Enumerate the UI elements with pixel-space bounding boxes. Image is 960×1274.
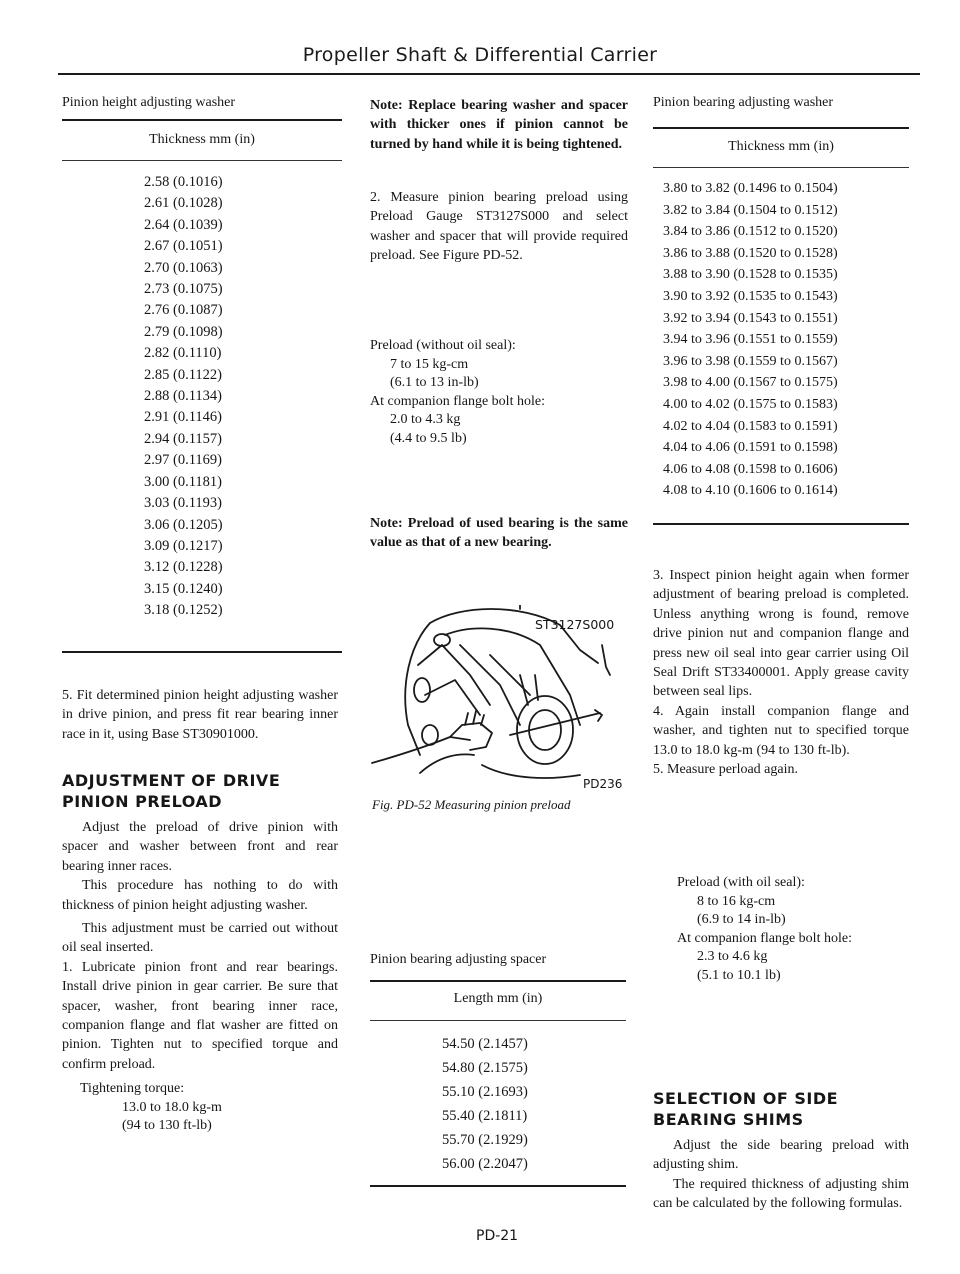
- table-rule: [370, 980, 626, 982]
- table-cell: 3.90 to 3.92 (0.1535 to 0.1543): [663, 288, 838, 304]
- spec-label: Preload (with oil seal):: [677, 875, 805, 890]
- table-cell: 3.06 (0.1205): [144, 516, 223, 533]
- step-5-measure-again: 5. Measure perload again.: [653, 762, 798, 778]
- table-cell: 2.64 (0.1039): [144, 216, 223, 233]
- step-4-install-flange: 4. Again install companion flange and washer, and tighten nut to specified torque 13.0 to 18.0 kg-m (94 to 130 ft-lb).: [653, 703, 909, 758]
- step-2-measure-preload: 2. Measure pinion bearing preload using Preload Gauge ST3127S000 and select washer and spacer that will provide required preload. See Figure PD-52.: [370, 190, 628, 264]
- spec-value: 2.0 to 4.3 kg: [390, 412, 461, 427]
- section-heading-adjustment: [62, 770, 280, 812]
- pinion-bearing-table-title: Pinion bearing adjusting washer: [653, 95, 834, 110]
- table-cell: 54.80 (2.1575): [442, 1060, 528, 1076]
- heading-line: PINION PRELOAD: [62, 792, 223, 811]
- pinion-bearing-values: [663, 178, 838, 502]
- pinion-height-column-header: Thickness mm (in): [149, 132, 255, 147]
- note-replace-washer: Note: Replace bearing washer and spacer with thicker ones if pinion cannot be turned by hand while it is being tightened.: [370, 98, 628, 152]
- table-cell: 3.86 to 3.88 (0.1520 to 0.1528): [663, 245, 838, 261]
- paragraph: This adjustment must be carried out without oil seal inserted.: [62, 921, 338, 956]
- table-cell: 3.18 (0.1252): [144, 602, 223, 619]
- table-cell: 4.04 to 4.06 (0.1591 to 0.1598): [663, 440, 838, 456]
- spec-value: 8 to 16 kg-cm: [697, 893, 776, 909]
- table-cell: 2.91 (0.1146): [144, 409, 222, 426]
- spec-value: (6.9 to 14 in-lb): [697, 912, 786, 927]
- table-rule: [653, 167, 909, 168]
- table-cell: 2.73 (0.1075): [144, 281, 223, 298]
- table-cell: 2.82 (0.1110): [144, 345, 222, 362]
- table-cell: 3.92 to 3.94 (0.1543 to 0.1551): [663, 310, 838, 326]
- spacer-table-title: Pinion bearing adjusting spacer: [370, 952, 547, 967]
- operator-arm: [420, 754, 474, 773]
- paragraph: This procedure has nothing to do with thickness of pinion height adjusting washer.: [62, 878, 338, 913]
- table-cell: 2.76 (0.1087): [144, 302, 223, 319]
- table-cell: 55.10 (2.1693): [442, 1084, 528, 1100]
- callout-line: [602, 645, 610, 675]
- figure-code: PD236: [583, 777, 623, 791]
- table-cell: 4.06 to 4.08 (0.1598 to 0.1606): [663, 461, 838, 477]
- heading-line: ADJUSTMENT OF DRIVE: [62, 771, 281, 790]
- spec-label: Tightening torque:: [80, 1081, 185, 1097]
- table-rule: [370, 1185, 626, 1187]
- adjustment-body: [62, 818, 338, 1136]
- figure-tool-label: ST3127S000: [535, 617, 615, 632]
- table-cell: 2.67 (0.1051): [144, 238, 223, 255]
- table-rule: [62, 160, 342, 161]
- spec-value: (6.1 to 13 in-lb): [390, 375, 479, 390]
- step-1-lubricate: 1. Lubricate pinion front and rear bearings. Install drive pinion in gear carrier. Be sure that spacer, washer, front bearing inner race, companion flange and flat washer are fitted on pinion. Tighten nut to specified torque and confirm preload.: [62, 959, 338, 1072]
- spec-value: (5.1 to 10.1 lb): [697, 967, 781, 983]
- table-cell: 4.08 to 4.10 (0.1606 to 0.1614): [663, 483, 838, 499]
- table-rule: [62, 651, 342, 653]
- header-rule: [58, 73, 920, 75]
- table-cell: 3.82 to 3.84 (0.1504 to 0.1512): [663, 202, 838, 218]
- bolt-hole: [414, 678, 430, 702]
- table-cell: 2.85 (0.1122): [144, 366, 222, 383]
- preload-spec-with-seal: [677, 874, 907, 985]
- spec-value: 2.3 to 4.6 kg: [697, 949, 768, 964]
- heading-line: SELECTION OF SIDE: [653, 1089, 839, 1108]
- table-cell: 3.88 to 3.90 (0.1528 to 0.1535): [663, 267, 838, 283]
- gauge-arm: [510, 713, 600, 735]
- table-rule: [653, 127, 909, 129]
- table-cell: 2.58 (0.1016): [144, 174, 223, 190]
- figure-measuring-preload: [370, 605, 630, 785]
- table-cell: 55.40 (2.1811): [442, 1108, 528, 1124]
- table-cell: 3.80 to 3.82 (0.1496 to 0.1504): [663, 181, 838, 196]
- table-cell: 2.79 (0.1098): [144, 323, 223, 340]
- gauge-tip: [595, 710, 602, 721]
- preload-spec-without-seal: [370, 337, 628, 448]
- table-cell: 2.88 (0.1134): [144, 388, 222, 405]
- paragraph: Adjust the preload of drive pinion with spacer and washer between front and rear bearing inner races.: [62, 820, 338, 874]
- pinion-height-values: [144, 172, 223, 622]
- page-header: Propeller Shaft & Differential Carrier: [302, 44, 658, 66]
- table-cell: 3.12 (0.1228): [144, 559, 223, 576]
- carrier-rib: [460, 645, 520, 725]
- table-cell: 3.00 (0.1181): [144, 473, 222, 490]
- table-cell: 56.00 (2.2047): [442, 1156, 528, 1172]
- spacer-column-header: Length mm (in): [453, 991, 543, 1006]
- operator-arm: [372, 737, 470, 763]
- spec-label: At companion flange bolt hole:: [370, 393, 545, 409]
- carrier-rib: [425, 680, 480, 715]
- table-cell: 55.70 (2.1929): [442, 1132, 528, 1148]
- carrier-outline: [405, 623, 430, 755]
- heading-line: BEARING SHIMS: [653, 1110, 804, 1129]
- spec-label: At companion flange bolt hole:: [677, 930, 852, 946]
- table-cell: 3.84 to 3.86 (0.1512 to 0.1520): [663, 224, 838, 240]
- table-cell: 4.00 to 4.02 (0.1575 to 0.1583): [663, 396, 838, 412]
- page-number: PD-21: [476, 1228, 519, 1244]
- spec-value: (4.4 to 9.5 lb): [390, 430, 467, 446]
- table-cell: 3.98 to 4.00 (0.1567 to 0.1575): [663, 375, 838, 391]
- spec-value: 7 to 15 kg-cm: [390, 356, 469, 372]
- carrier-base: [482, 765, 580, 778]
- table-cell: 3.94 to 3.96 (0.1551 to 0.1559): [663, 332, 838, 348]
- table-cell: 2.70 (0.1063): [144, 259, 223, 276]
- spacer-values: [442, 1032, 528, 1176]
- pinion-height-table-title: Pinion height adjusting washer: [62, 95, 236, 110]
- figure-caption: Fig. PD-52 Measuring pinion preload: [372, 797, 571, 812]
- table-cell: 4.02 to 4.04 (0.1583 to 0.1591): [663, 418, 838, 434]
- table-rule: [653, 523, 909, 525]
- table-cell: 3.96 to 3.98 (0.1559 to 0.1567): [663, 353, 838, 369]
- tightening-torque-spec: [62, 1080, 338, 1136]
- companion-flange: [517, 696, 573, 764]
- step-3-inspect: 3. Inspect pinion height again when former adjustment of bearing preload is completed. Unless anything wrong is found, remove drive pinion nut and companion flange and press new oil seal into gear carrier using Oil Seal Drift ST33400001. Apply grease cavity between seal lips.: [653, 568, 909, 700]
- pinion-bearing-column-header: Thickness mm (in): [728, 139, 834, 154]
- section-heading-side-bearing: [653, 1088, 838, 1130]
- spec-value: 13.0 to 18.0 kg-m: [122, 1099, 222, 1115]
- pinion-shaft: [520, 675, 538, 705]
- table-cell: 3.03 (0.1193): [144, 495, 222, 512]
- table-rule: [370, 1020, 626, 1021]
- spec-label: Preload (without oil seal):: [370, 338, 516, 353]
- steps-3-to-5: [653, 566, 909, 779]
- table-cell: 54.50 (2.1457): [442, 1036, 528, 1052]
- table-cell: 2.61 (0.1028): [144, 195, 223, 212]
- table-cell: 3.09 (0.1217): [144, 537, 223, 554]
- table-cell: 2.97 (0.1169): [144, 452, 222, 469]
- table-rule: [62, 119, 342, 121]
- table-cell: 3.15 (0.1240): [144, 580, 223, 597]
- operator-hand: [450, 723, 492, 750]
- paragraph: The required thickness of adjusting shim can be calculated by the following formulas.: [653, 1176, 909, 1212]
- table-cell: 2.94 (0.1157): [144, 430, 222, 447]
- side-bearing-body: [653, 1136, 909, 1214]
- step-5-fit-washer: 5. Fit determined pinion height adjusting washer in drive pinion, and press fit rear bearing inner race in it, using Base ST30901000.: [62, 688, 338, 742]
- note-used-bearing: Note: Preload of used bearing is the same value as that of a new bearing.: [370, 516, 628, 551]
- spec-value: (94 to 130 ft-lb): [122, 1118, 212, 1134]
- paragraph: Adjust the side bearing preload with adjusting shim.: [653, 1138, 909, 1173]
